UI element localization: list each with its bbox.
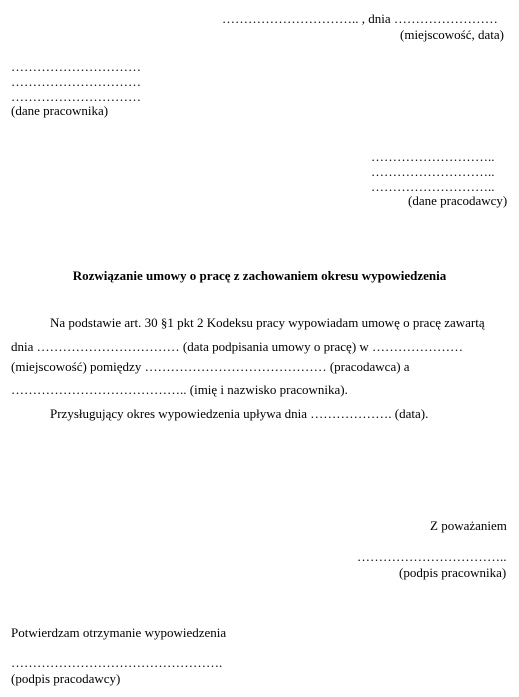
employer-dots-1: ………………………..: [371, 149, 495, 164]
body-line-3: (miejscowość) pomiędzy …………………………………… (pracodawca) a: [11, 359, 410, 374]
body-line-5: Przysługujący okres wypowiedzenia upływa dnia ………………. (data).: [50, 406, 429, 421]
place-date-line: ………………………….. , dnia ……………………: [222, 11, 498, 26]
employer-dots-3: ………………………..: [371, 179, 495, 194]
body-line-2: dnia …………………………… (data podpisania umowy o pracę) w …………………: [11, 339, 464, 354]
body-line-1: Na podstawie art. 30 §1 pkt 2 Kodeksu pracy wypowiadam umowę o pracę zawartą: [50, 315, 485, 330]
employer-label: (dane pracodawcy): [408, 193, 508, 208]
closing-regards: Z poważaniem: [430, 518, 507, 533]
employer-dots-2: ………………………..: [371, 164, 495, 179]
employee-dots-2: …………………………: [11, 74, 141, 89]
document-title: Rozwiązanie umowy o pracę z zachowaniem okresu wypowiedzenia: [72, 268, 447, 283]
place-date-label: (miejscowość, data): [400, 27, 504, 42]
employee-signature-label: (podpis pracownika): [399, 565, 507, 580]
employee-dots-1: …………………………: [11, 59, 141, 74]
employee-signature-dots: ……………………………..: [357, 549, 507, 564]
body-line-4: ………………………………….. (imię i nazwisko pracownika).: [11, 382, 348, 397]
employee-dots-3: …………………………: [11, 89, 141, 104]
employer-signature-dots: ………………………………………….: [11, 655, 223, 670]
employee-label: (dane pracownika): [11, 103, 109, 118]
employer-signature-label: (podpis pracodawcy): [11, 671, 121, 686]
confirmation-text: Potwierdzam otrzymanie wypowiedzenia: [11, 625, 227, 640]
